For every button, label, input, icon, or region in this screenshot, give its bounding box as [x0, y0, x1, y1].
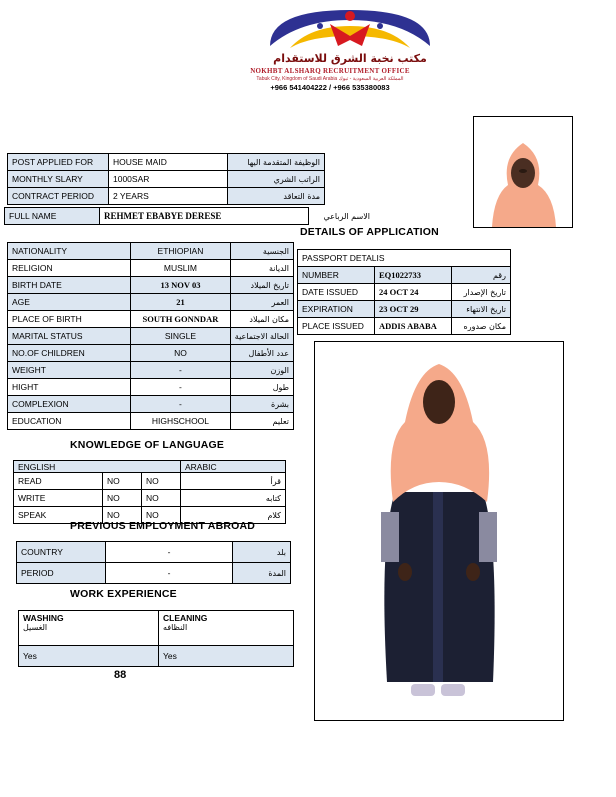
passport-value: 24 OCT 24: [375, 284, 452, 301]
washing-label: WASHING: [23, 613, 64, 623]
letterhead: [0, 0, 616, 100]
personal-label: MARITAL STATUS: [8, 328, 131, 345]
personal-label-ar: طول: [230, 379, 293, 396]
personal-label-ar: مكان الميلاد: [230, 311, 293, 328]
post-value: HOUSE MAID: [109, 154, 228, 171]
english-level: NO: [103, 507, 142, 524]
arabic-level: NO: [142, 490, 181, 507]
table-row: [8, 277, 294, 294]
office-address: Tabuk City, Kingdom of Saudi Arabia المملكة العربية السعودية - تبوك: [256, 76, 404, 82]
table-row: [8, 379, 294, 396]
personal-label-ar: الديانة: [230, 260, 293, 277]
previous-title: PREVIOUS EMPLOYMENT ABROAD: [70, 520, 256, 532]
country-label: COUNTRY: [17, 542, 106, 563]
personal-value: NO: [131, 345, 231, 362]
personal-label: BIRTH DATE: [8, 277, 131, 294]
personal-label-ar: العمر: [230, 294, 293, 311]
contract-label-ar: مدة التعاقد: [228, 188, 325, 205]
country-value: -: [106, 542, 233, 563]
personal-label: RELIGION: [8, 260, 131, 277]
table-row: [8, 328, 294, 345]
table-row: [14, 490, 286, 507]
table-row: [298, 267, 511, 284]
full-name-value: REHMET EBABYE DERESE: [100, 208, 309, 225]
full-name-label: FULL NAME: [5, 208, 100, 225]
personal-label-ar: تاريخ الميلاد: [230, 277, 293, 294]
details-title: DETAILS OF APPLICATION: [300, 226, 439, 238]
personal-label: WEIGHT: [8, 362, 131, 379]
arabic-level: NO: [142, 473, 181, 490]
passport-label-ar: تاريخ الانتهاء: [452, 301, 511, 318]
period-value: -: [106, 563, 233, 584]
office-phones: +966 541404222 / +966 535380083: [270, 83, 390, 92]
personal-value: -: [131, 362, 231, 379]
personal-label-ar: تعليم: [230, 413, 293, 430]
table-row: [8, 345, 294, 362]
personal-value: 21: [131, 294, 231, 311]
table-row: [8, 243, 294, 260]
language-skill-ar: كتابه: [181, 490, 286, 507]
personal-label-ar: بشرة: [230, 396, 293, 413]
passport-value: EQ1022733: [375, 267, 452, 284]
table-row: [8, 311, 294, 328]
passport-label: NUMBER: [298, 267, 375, 284]
work-table: [18, 610, 294, 667]
passport-label: EXPIRATION: [298, 301, 375, 318]
post-label: POST APPLIED FOR: [8, 154, 109, 171]
cleaning-label: CLEANING: [163, 613, 208, 623]
office-name-arabic: مكتب نخبة الشرق للاستقدام: [273, 52, 427, 65]
contract-label: CONTRACT PERIOD: [8, 188, 109, 205]
table-row: [298, 284, 511, 301]
job-table: [7, 153, 325, 205]
english-level: NO: [103, 473, 142, 490]
personal-table: [7, 242, 294, 430]
page-number: 88: [114, 669, 127, 681]
passport-label: DATE ISSUED: [298, 284, 375, 301]
personal-value: HIGHSCHOOL: [131, 413, 231, 430]
previous-table: [16, 541, 291, 584]
office-logo: [250, 6, 450, 58]
english-header: ENGLISH: [14, 461, 181, 473]
language-skill-ar: قرأ: [181, 473, 286, 490]
personal-value: -: [131, 379, 231, 396]
table-row: [298, 301, 511, 318]
full-name-label-ar: الاسم الرباعي: [323, 211, 370, 221]
table-row: [8, 413, 294, 430]
period-label: PERIOD: [17, 563, 106, 584]
language-skill: READ: [14, 473, 103, 490]
personal-label: COMPLEXION: [8, 396, 131, 413]
table-row: [8, 154, 325, 171]
language-skill: WRITE: [14, 490, 103, 507]
personal-value: 13 NOV 03: [131, 277, 231, 294]
language-title: KNOWLEDGE OF LANGUAGE: [70, 439, 225, 451]
language-skill-ar: كلام: [181, 507, 286, 524]
personal-value: MUSLIM: [131, 260, 231, 277]
personal-label-ar: الحالة الاجتماعية: [230, 328, 293, 345]
personal-value: -: [131, 396, 231, 413]
table-row: [8, 294, 294, 311]
personal-label: NO.OF CHILDREN: [8, 345, 131, 362]
language-table: [13, 460, 286, 524]
contract-value: 2 YEARS: [109, 188, 228, 205]
passport-value: ADDIS ABABA: [375, 318, 452, 335]
personal-label: PLACE OF BIRTH: [8, 311, 131, 328]
personal-value: ETHIOPIAN: [131, 243, 231, 260]
table-row: [298, 318, 511, 335]
table-row: [8, 171, 325, 188]
personal-label: EDUCATION: [8, 413, 131, 430]
passport-label: PLACE ISSUED: [298, 318, 375, 335]
cleaning-cell: [159, 611, 294, 646]
passport-table: [297, 249, 511, 335]
salary-value: 1000SAR: [109, 171, 228, 188]
arabic-level: NO: [142, 507, 181, 524]
personal-label: AGE: [8, 294, 131, 311]
washing-value: Yes: [19, 646, 159, 667]
passport-value: 23 OCT 29: [375, 301, 452, 318]
full-body-photo: [314, 341, 564, 721]
table-row: [8, 260, 294, 277]
washing-cell: [19, 611, 159, 646]
table-row: [8, 188, 325, 205]
cleaning-value: Yes: [159, 646, 294, 667]
table-row: [8, 396, 294, 413]
post-label-ar: الوظيفة المتقدمة اليها: [228, 154, 325, 171]
personal-label: HIGHT: [8, 379, 131, 396]
period-label-ar: المدة: [233, 563, 291, 584]
personal-value: SINGLE: [131, 328, 231, 345]
portrait-photo: [473, 116, 573, 228]
passport-title: PASSPORT DETALIS: [298, 250, 511, 267]
passport-label-ar: مكان صدوره: [452, 318, 511, 335]
washing-label-ar: الغسيل: [23, 623, 48, 632]
personal-value: SOUTH GONNDAR: [131, 311, 231, 328]
arabic-header: ARABIC: [181, 461, 286, 473]
country-label-ar: بلد: [233, 542, 291, 563]
salary-label: MONTHLY SLARY: [8, 171, 109, 188]
personal-label-ar: الجنسية: [230, 243, 293, 260]
full-name-table: [4, 207, 374, 225]
english-level: NO: [103, 490, 142, 507]
personal-label: NATIONALITY: [8, 243, 131, 260]
table-row: [8, 362, 294, 379]
cleaning-label-ar: النظافه: [163, 623, 188, 632]
passport-label-ar: رقم: [452, 267, 511, 284]
table-row: [14, 473, 286, 490]
personal-label-ar: الوزن: [230, 362, 293, 379]
language-skill: SPEAK: [14, 507, 103, 524]
personal-label-ar: عدد الأطفال: [230, 345, 293, 362]
office-name-english: NOKHBT ALSHARQ RECRUITMENT OFFICE: [250, 67, 410, 75]
salary-label-ar: الراتب الشري: [228, 171, 325, 188]
passport-label-ar: تاريخ الإصدار: [452, 284, 511, 301]
work-title: WORK EXPERIENCE: [70, 588, 177, 600]
